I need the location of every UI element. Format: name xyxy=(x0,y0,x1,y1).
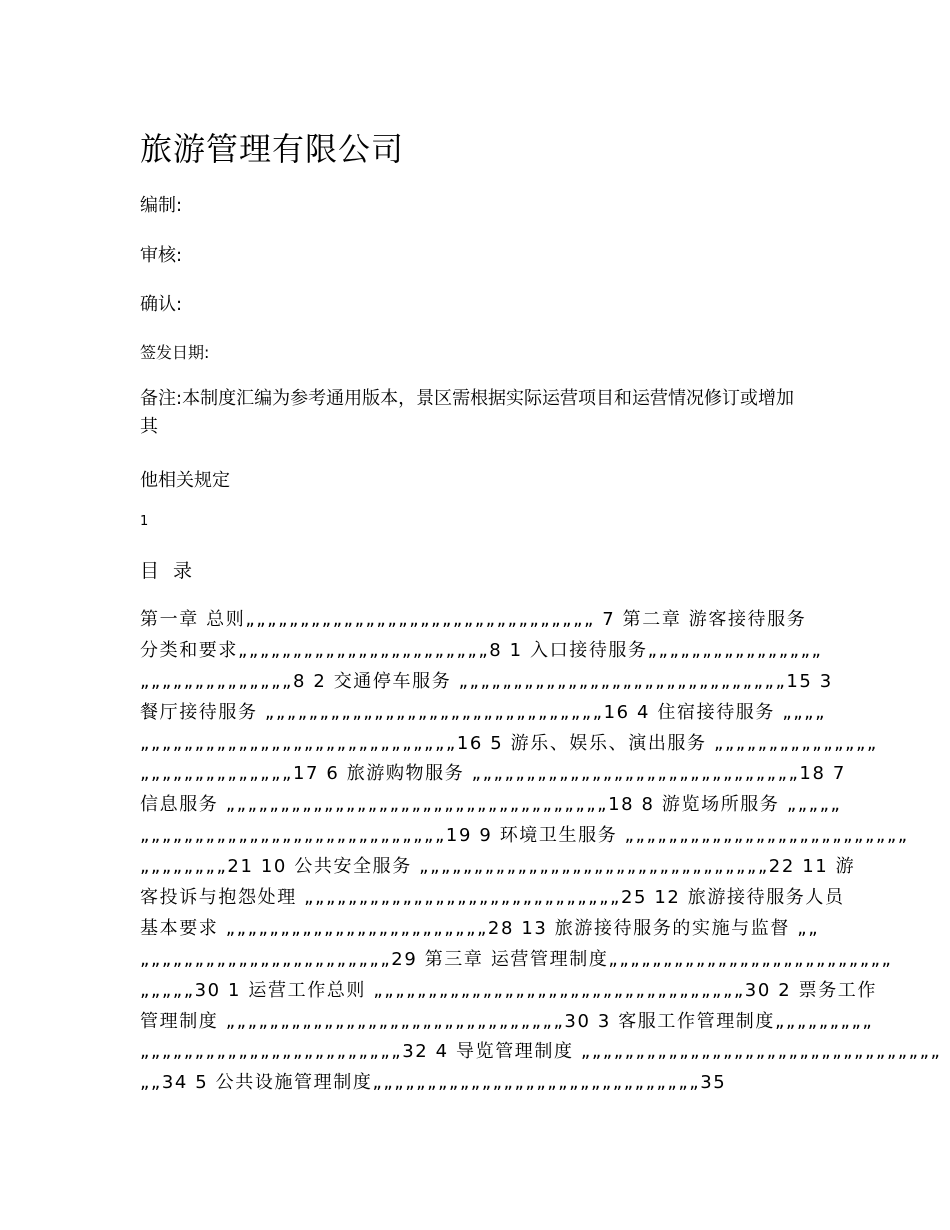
remark-note-continued: 他相关规定 xyxy=(140,470,230,491)
toc-line: 管理制度 „„„„„„„„„„„„„„„„„„„„„„„„„„„„„„„30 3 客服工作管理制度„„„„„„„„„ xyxy=(140,1010,874,1032)
toc-line: 信息服务 „„„„„„„„„„„„„„„„„„„„„„„„„„„„„„„„„„„18 8 游览场所服务 „„„„„ xyxy=(140,794,842,816)
table-of-contents xyxy=(140,605,942,1099)
page-number: 1 xyxy=(140,514,149,529)
toc-line: „„34 5 公共设施管理制度„„„„„„„„„„„„„„„„„„„„„„„„„„„„„„35 xyxy=(140,1072,727,1094)
field-reviewed-by: 审核: xyxy=(140,245,183,266)
field-confirmed-by: 确认: xyxy=(140,294,183,315)
toc-line: „„„„„„„„21 10 公共安全服务 „„„„„„„„„„„„„„„„„„„„„„„„„„„„„„„„22 11 游 xyxy=(140,856,856,878)
toc-line: 餐厅接待服务 „„„„„„„„„„„„„„„„„„„„„„„„„„„„„„„16 4 住宿接待服务 „„„„ xyxy=(140,701,827,723)
toc-line: 第一章 总则„„„„„„„„„„„„„„„„„„„„„„„„„„„„„„„„ 7 第二章 游客接待服务 xyxy=(140,609,807,630)
toc-line: 客投诉与抱怨处理 „„„„„„„„„„„„„„„„„„„„„„„„„„„„„25 12 旅游接待服务人员 xyxy=(140,887,845,909)
toc-line: „„„„„„„„„„„„„„„„„„„„„„„29 第三章 运营管理制度„„„„„„„„„„„„„„„„„„„„„„„„„„ xyxy=(140,948,893,970)
field-issue-date: 签发日期: xyxy=(140,343,210,362)
toc-line: „„„„„„„„„„„„„„8 2 交通停车服务 „„„„„„„„„„„„„„„„„„„„„„„„„„„„„„15 3 xyxy=(140,670,833,692)
toc-line: „„„„„30 1 运营工作总则 „„„„„„„„„„„„„„„„„„„„„„„„„„„„„„„„„„30 2 票务工作 xyxy=(140,979,878,1001)
toc-line: „„„„„„„„„„„„„„17 6 旅游购物服务 „„„„„„„„„„„„„„„„„„„„„„„„„„„„„„18 7 xyxy=(140,763,846,785)
remark-note: 备注:本制度汇编为参考通用版本，景区需根据实际运营项目和运营情况修订或增加其 xyxy=(140,388,795,437)
toc-line: 分类和要求„„„„„„„„„„„„„„„„„„„„„„„8 1 入口接待服务„„„„„„„„„„„„„„„„ xyxy=(140,639,823,661)
toc-line: 基本要求 „„„„„„„„„„„„„„„„„„„„„„„„28 13 旅游接待服务的实施与监督 „„ xyxy=(140,917,820,939)
field-compiled-by: 编制: xyxy=(140,195,183,216)
toc-line: „„„„„„„„„„„„„„„„„„„„„„„„„„„„19 9 环境卫生服务 „„„„„„„„„„„„„„„„„„„„„„„„„„ xyxy=(140,825,909,847)
toc-line: „„„„„„„„„„„„„„„„„„„„„„„„„„„„„16 5 游乐、娱乐、演出服务 „„„„„„„„„„„„„„„ xyxy=(140,732,878,754)
document-title: 旅游管理有限公司 xyxy=(140,130,405,168)
toc-line: „„„„„„„„„„„„„„„„„„„„„„„„32 4 导览管理制度 „„„„„„„„„„„„„„„„„„„„„„„„„„„„„„„„„ xyxy=(140,1041,942,1063)
toc-heading: 目 录 xyxy=(140,560,197,582)
